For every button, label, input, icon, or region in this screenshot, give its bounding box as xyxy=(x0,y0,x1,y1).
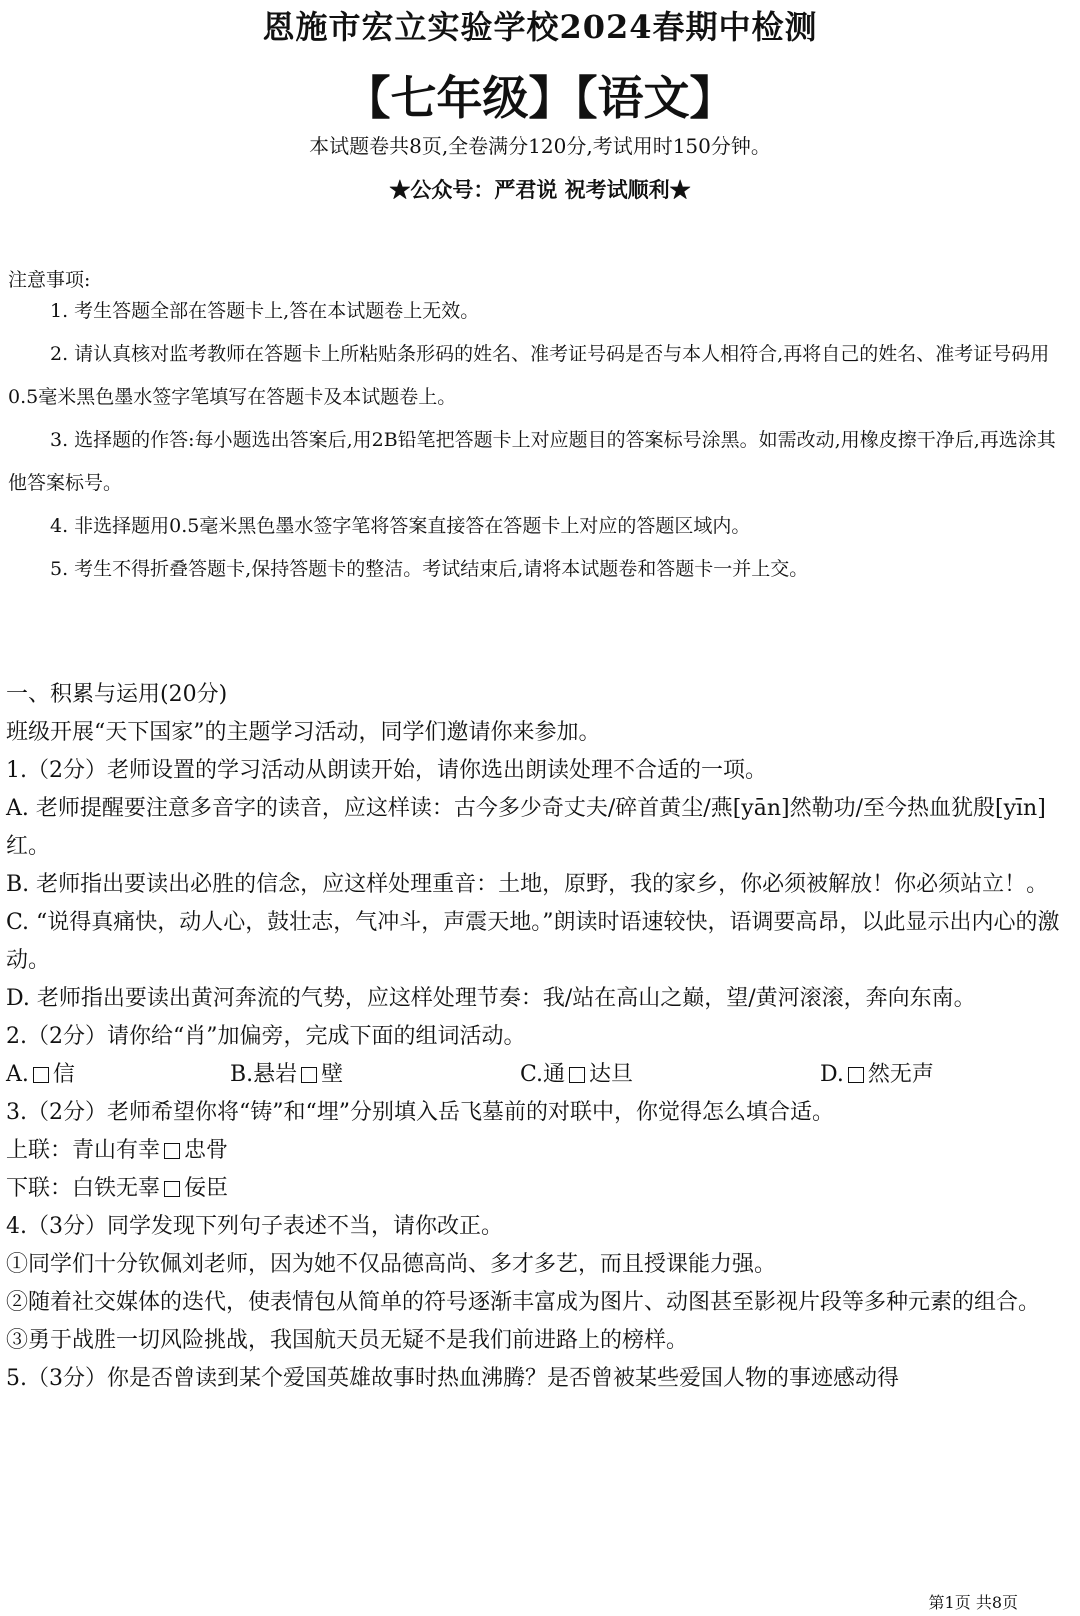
blank-box xyxy=(301,1067,317,1083)
exam-subtitle: 【七年级】【语文】 xyxy=(344,71,736,125)
q1-option-a: A. 老师提醒要注意多音字的读音，应这样读：古今多少奇丈夫/碎首黄尘/燕[yān]然勒功/至今热血犹殷[yīn]红。 xyxy=(6,796,1046,859)
q3-upper-couplet: 上联：青山有幸 忠骨 xyxy=(6,1138,229,1163)
blank-box xyxy=(33,1067,49,1083)
q4-stem: 4.（3分）同学发现下列句子表述不当，请你改正。 xyxy=(6,1214,503,1239)
q1-option-b: B. 老师指出要读出必胜的信念，应这样处理重音：土地，原野，我的家乡，你必须被解放！你必须站立！。 xyxy=(6,872,1049,897)
q4-sentence-3: ③勇于战胜一切风险挑战，我国航天员无疑不是我们前进路上的榜样。 xyxy=(6,1328,689,1353)
q1-option-d: D. 老师指出要读出黄河奔流的气势，应这样处理节奏：我/站在高山之巅，望/黄河滚滚，奔向东南。 xyxy=(6,986,976,1011)
blank-box xyxy=(848,1067,864,1083)
q1-stem: 1.（2分）老师设置的学习活动从朗读开始，请你选出朗读处理不合适的一项。 xyxy=(6,758,767,783)
blank-box xyxy=(164,1181,180,1197)
q4-sentence-2: ②随着社交媒体的迭代，使表情包从简单的符号逐渐丰富成为图片、动图甚至影视片段等多种元素的组合。 xyxy=(6,1290,1041,1315)
q1-option-c: C. “说得真痛快，动人心，鼓壮志，气冲斗，声震天地。”朗读时语速较快，语调要高昂，以此显示出内心的激动。 xyxy=(6,910,1060,973)
q3-lower-couplet: 下联：白铁无辜 佞臣 xyxy=(6,1176,229,1201)
q3-stem: 3.（2分）老师希望你将“铸”和“埋”分别填入岳飞墓前的对联中，你觉得怎么填合适。 xyxy=(6,1100,834,1125)
q2-options xyxy=(6,1056,1074,1094)
q5-stem: 5.（3分）你是否曾读到某个爱国英雄故事时热血沸腾？是否曾被某些爱国人物的事迹感动得 xyxy=(6,1366,899,1391)
notes-list xyxy=(8,290,1072,591)
blank-box xyxy=(569,1067,585,1083)
note-item: 3. 选择题的作答:每小题选出答案后,用2B铅笔把答题卡上对应题目的答案标号涂黑。如需改动,用橡皮擦干净后,再选涂其他答案标号。 xyxy=(8,429,1056,494)
section1 xyxy=(6,676,1074,1398)
note-item: 1. 考生答题全部在答题卡上,答在本试题卷上无效。 xyxy=(50,300,480,322)
q2-option-a: A. 信 xyxy=(6,1062,75,1087)
q4-sentence-1: ①同学们十分钦佩刘老师，因为她不仅品德高尚、多才多艺，而且授课能力强。 xyxy=(6,1252,777,1277)
section-intro: 班级开展“天下国家”的主题学习活动，同学们邀请你来参加。 xyxy=(6,720,601,745)
q2-stem: 2.（2分）请你给“肖”加偏旁，完成下面的组词活动。 xyxy=(6,1024,526,1049)
exam-meta: 本试题卷共8页,全卷满分120分,考试用时150分钟。 xyxy=(309,134,771,158)
note-item: 2. 请认真核对监考教师在答题卡上所粘贴条形码的姓名、准考证号码是否与本人相符合,再将自己的姓名、准考证号码用0.5毫米黑色墨水签字笔填写在答题卡及本试题卷上。 xyxy=(8,343,1050,408)
blank-box xyxy=(164,1143,180,1159)
q2-option-d: D. 然无声 xyxy=(820,1062,934,1087)
note-item: 4. 非选择题用0.5毫米黑色墨水签字笔将答案直接答在答题卡上对应的答题区域内。 xyxy=(50,515,751,537)
page-number: 第1页 共8页 xyxy=(928,1593,1018,1612)
q2-option-c: C.通 达旦 xyxy=(520,1062,634,1087)
exam-title: 恩施市宏立实验学校2024春期中检测 xyxy=(262,8,818,46)
section-heading: 一、积累与运用(20分) xyxy=(6,682,228,707)
note-item: 5. 考生不得折叠答题卡,保持答题卡的整洁。考试结束后,请将本试题卷和答题卡一并上交。 xyxy=(50,558,809,580)
q2-option-b: B.悬岩 壁 xyxy=(230,1062,344,1087)
notes-title: 注意事项: xyxy=(8,269,91,291)
exam-slogan: ★公众号：严君说 祝考试顺利★ xyxy=(389,177,691,202)
